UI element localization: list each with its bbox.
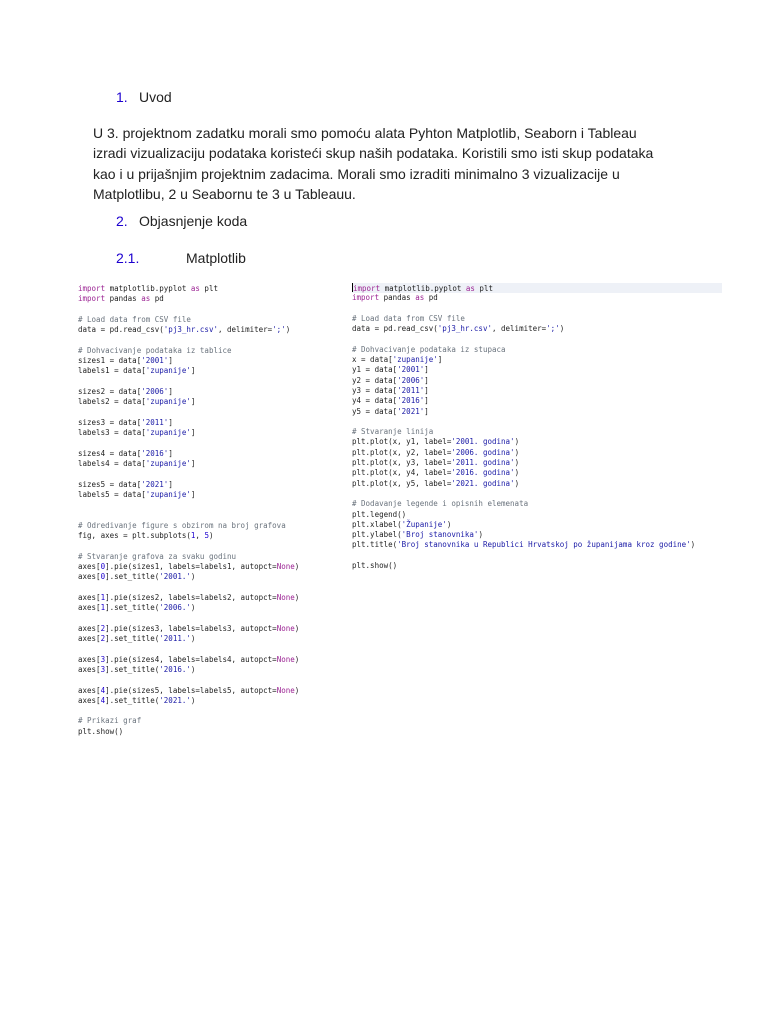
- code-comment: # Stvaranje linija: [352, 427, 434, 437]
- code-blank-line: [78, 335, 340, 345]
- code-line: labels3 = data['zupanije']: [78, 428, 196, 438]
- heading-text: Objasnjenje koda: [139, 213, 248, 229]
- paragraph-line: izradi vizualizaciju podataka koristeći skup naših podataka. Koristili smo isti skup podataka: [93, 145, 654, 162]
- code-line: import matplotlib.pyplot as plt: [78, 284, 218, 293]
- code-comment: # Dohvacivanje podataka iz tablice: [78, 345, 232, 355]
- code-line: plt.plot(x, y4, label='2016. godina'): [352, 468, 520, 478]
- code-line: plt.plot(x, y2, label='2006. godina'): [352, 447, 520, 457]
- code-blank-line: [78, 511, 340, 521]
- code-blank-line: [78, 706, 340, 716]
- code-line: data = pd.read_csv('pj3_hr.csv', delimiter=';'): [352, 324, 565, 334]
- code-blank-line: [352, 489, 724, 499]
- subsection-heading-matplotlib: [116, 249, 376, 267]
- code-line: import matplotlib.pyplot as plt: [353, 284, 493, 293]
- intro-paragraph: [93, 123, 663, 204]
- paragraph-line: kao i u prijašnjim projektnim zadacima. Morali smo izraditi minimalno 3 vizualizacije u: [93, 165, 620, 182]
- code-blank-line: [78, 541, 340, 551]
- code-line: y5 = data['2021']: [352, 406, 429, 416]
- code-comment: # Load data from CSV file: [78, 314, 191, 324]
- code-blank-line: [352, 334, 724, 344]
- code-line: axes[3].set_title('2016.'): [78, 664, 196, 674]
- code-line: axes[4].set_title('2021.'): [78, 695, 196, 705]
- code-line: axes[2].set_title('2011.'): [78, 634, 196, 644]
- code-line: data = pd.read_csv('pj3_hr.csv', delimiter=';'): [78, 325, 291, 335]
- paragraph-line: Matplotlibu, 2 u Seabornu te 3 u Tableauu.: [93, 185, 356, 202]
- heading-number: 2.: [116, 213, 128, 229]
- code-comment: # Odredivanje figure s obzirom na broj grafova: [78, 520, 286, 530]
- paragraph-line: U 3. projektnom zadatku morali smo pomoću alata Pyhton Matplotlib, Seaborn i Tableau: [93, 125, 637, 141]
- code-line: axes[0].pie(sizes1, labels=labels1, autopct=None): [78, 562, 300, 572]
- heading-number: 2.1.: [116, 250, 140, 266]
- code-comment: # Stvaranje grafova za svaku godinu: [78, 551, 237, 561]
- code-blank-line: [78, 408, 340, 418]
- code-line: axes[0].set_title('2001.'): [78, 572, 196, 582]
- code-line: import pandas as pd: [78, 294, 164, 304]
- code-line: axes[4].pie(sizes5, labels=labels5, autopct=None): [78, 685, 300, 695]
- code-line: axes[3].pie(sizes4, labels=labels4, autopct=None): [78, 654, 300, 664]
- code-line: labels1 = data['zupanije']: [78, 366, 196, 376]
- code-line: y4 = data['2016']: [352, 396, 429, 406]
- code-line: y2 = data['2006']: [352, 375, 429, 385]
- code-blank-line: [352, 417, 724, 427]
- code-blank-line: [78, 675, 340, 685]
- heading-number: 1.: [116, 89, 128, 105]
- code-blank-line: [352, 304, 724, 314]
- code-blank-line: [78, 500, 340, 510]
- code-screenshot-pie-charts: [78, 284, 340, 737]
- code-line: import pandas as pd: [352, 293, 438, 303]
- code-blank-line: [352, 551, 724, 561]
- code-line: fig, axes = plt.subplots(1, 5): [78, 531, 214, 541]
- heading-text: Uvod: [139, 89, 172, 105]
- heading-text: Matplotlib: [186, 250, 246, 266]
- code-line: y1 = data['2001']: [352, 365, 429, 375]
- code-comment: # Dodavanje legende i opisnih elemenata: [352, 499, 529, 509]
- code-line: y3 = data['2011']: [352, 385, 429, 395]
- code-line: sizes1 = data['2001']: [78, 356, 173, 366]
- code-blank-line: [78, 644, 340, 654]
- code-line: sizes3 = data['2011']: [78, 417, 173, 427]
- code-line: axes[1].pie(sizes2, labels=labels2, autopct=None): [78, 592, 300, 602]
- code-line: plt.plot(x, y3, label='2011. godina'): [352, 458, 520, 468]
- code-blank-line: [78, 438, 340, 448]
- code-line: sizes4 = data['2016']: [78, 448, 173, 458]
- code-comment: # Prikazi graf: [78, 716, 142, 726]
- code-blank-line: [78, 305, 340, 315]
- code-line: plt.ylabel('Broj stanovnika'): [352, 530, 483, 540]
- code-line: labels4 = data['zupanije']: [78, 459, 196, 469]
- code-line: plt.xlabel('Županije'): [352, 519, 452, 529]
- code-line: plt.show(): [352, 561, 398, 571]
- code-line: sizes5 = data['2021']: [78, 479, 173, 489]
- code-blank-line: [78, 583, 340, 593]
- code-line: plt.title('Broj stanovnika u Republici Hrvatskoj po županijama kroz godine'): [352, 540, 696, 550]
- code-blank-line: [78, 469, 340, 479]
- code-line: labels2 = data['zupanije']: [78, 397, 196, 407]
- code-line: axes[2].pie(sizes3, labels=labels3, autopct=None): [78, 623, 300, 633]
- code-line: plt.plot(x, y1, label='2001. godina'): [352, 437, 520, 447]
- code-comment: # Dohvacivanje podataka iz stupaca: [352, 344, 506, 354]
- code-line: labels5 = data['zupanije']: [78, 489, 196, 499]
- code-line: x = data['zupanije']: [352, 355, 443, 365]
- code-line: sizes2 = data['2006']: [78, 386, 173, 396]
- code-line: plt.legend(): [352, 509, 407, 519]
- code-blank-line: [78, 377, 340, 387]
- code-comment: # Load data from CSV file: [352, 313, 465, 323]
- code-line: plt.plot(x, y5, label='2021. godina'): [352, 478, 520, 488]
- section-heading-uvod: [116, 88, 316, 106]
- code-screenshot-line-chart: [352, 283, 724, 571]
- code-blank-line: [78, 614, 340, 624]
- section-heading-objasnjenje: [116, 212, 376, 230]
- code-line: axes[1].set_title('2006.'): [78, 603, 196, 613]
- code-line: plt.show(): [78, 726, 124, 736]
